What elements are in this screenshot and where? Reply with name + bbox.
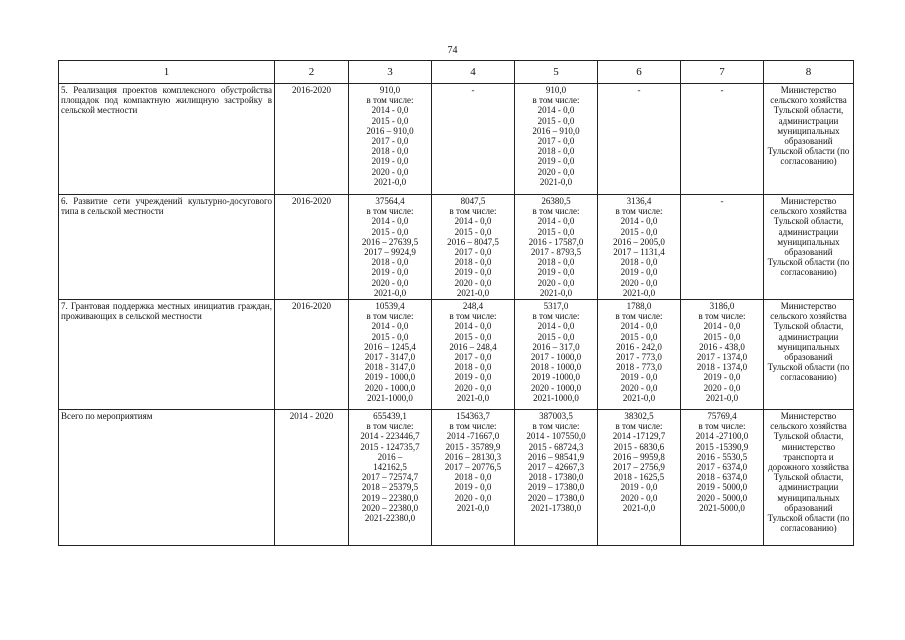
amount-line: 2019 - 0,0	[371, 267, 409, 278]
amount-line: 2015 - 0,0	[620, 226, 658, 237]
amount-line: 2015 -15390,9	[695, 441, 749, 452]
amount-line: 5317,0	[543, 301, 569, 312]
amount-line: 38302,5	[624, 411, 654, 422]
amount-cell-c6	[598, 300, 681, 410]
header-col-7: 7	[681, 61, 764, 84]
amount-line: 655439,1	[373, 411, 407, 422]
amount-line: 2017 – 1131,4	[613, 247, 665, 258]
amount-line: 2016 – 910,0	[366, 125, 414, 136]
amount-line: 2019 - 0,0	[703, 372, 741, 383]
amount-line: 2019 - 5000,0	[696, 482, 748, 493]
amount-line: 2016 – 9959,8	[613, 451, 665, 462]
amount-line: 2017 - 0,0	[454, 247, 492, 258]
amount-line: 2015 - 0,0	[454, 226, 492, 237]
amount-cell-c7	[681, 410, 764, 546]
program-table	[58, 60, 854, 546]
amount-line: 2017 - 3147,0	[364, 352, 416, 363]
executor-text: Министерство сельского хозяйства Тульской области, администрации муниципальных образований Тульской области (по согласованию)	[767, 196, 850, 278]
amount-cell-c4	[432, 84, 515, 195]
page-number: 74	[447, 45, 458, 56]
amount-line: 2020 - 0,0	[454, 277, 492, 288]
amount-line: 2017 - 0,0	[537, 136, 575, 147]
amount-line: 2014 - 0,0	[371, 321, 409, 332]
header-col-5: 5	[515, 61, 598, 84]
header-col-2: 2	[275, 61, 349, 84]
amount-cell-c6	[598, 84, 681, 195]
header-col-4: 4	[432, 61, 515, 84]
amount-line: 2014 - 0,0	[454, 321, 492, 332]
amount-cell-c5	[515, 195, 598, 300]
table-row	[59, 84, 854, 195]
executor-text: Министерство сельского хозяйства Тульской области, министерство транспорта и дорожного хозяйства Тульской области, администрации муниципальных образований Тульской области (по согласованию)	[767, 411, 850, 534]
amount-line: 2017 - 0,0	[454, 352, 492, 363]
amount-line: 1788,0	[626, 301, 652, 312]
amount-line: 2021-0,0	[622, 392, 656, 403]
amount-line: 2016 – 28130,3	[444, 451, 502, 462]
amount-line: 2021-0,0	[622, 502, 656, 513]
amount-line: в том числе:	[532, 206, 580, 217]
amount-line: в том числе:	[449, 206, 497, 217]
amount-line: 2014 -17129,7	[612, 431, 666, 442]
amount-line: 2018 - 1000,0	[530, 362, 582, 373]
amount-cell-c3	[349, 300, 432, 410]
amount-line: 10539,4	[375, 301, 405, 312]
amount-line: 2020 - 0,0	[620, 382, 658, 393]
amount-line: 2021-0,0	[373, 176, 407, 187]
amount-line: 2018 - 0,0	[454, 362, 492, 373]
amount-line: 2016 – 27639,5	[361, 236, 419, 247]
amount-line: 2021-0,0	[622, 287, 656, 298]
amount-line: 2014 - 107550,0	[526, 431, 586, 442]
amount-line: 2014 - 0,0	[703, 321, 741, 332]
amount-line: 2016 – 2005,0	[613, 236, 665, 247]
amount-line: 910,0	[545, 85, 567, 95]
amount-line: 2019 -1000,0	[532, 372, 580, 383]
executor-cell	[764, 84, 854, 195]
amount-cell-c7	[681, 84, 764, 195]
amount-line: 2020 - 0,0	[537, 166, 575, 177]
amount-line: в том числе:	[449, 311, 497, 322]
amount-line: 2014 - 0,0	[537, 105, 575, 116]
amount-line: 2017 - 773,0	[616, 352, 662, 363]
amount-line: 2021-1000,0	[367, 392, 413, 403]
amount-line: -	[637, 85, 641, 95]
amount-line: 2020 - 1000,0	[530, 382, 582, 393]
measure-name: 7. Грантовая поддержка местных инициатив граждан, проживающих в сельской местности	[59, 300, 275, 410]
amount-line: 75769,4	[707, 411, 737, 422]
amount-line: 2020 - 0,0	[371, 277, 409, 288]
amount-line: 2017 - 8793,5	[530, 247, 582, 258]
amount-line: 2019 - 0,0	[454, 372, 492, 383]
executor-text: Министерство сельского хозяйства Тульской области, администрации муниципальных образований Тульской области (по согласованию)	[767, 301, 850, 383]
amount-line: 2017 - 0,0	[371, 136, 409, 147]
amount-line: 26380,5	[541, 196, 571, 206]
amount-line: 2016 - 438,0	[699, 341, 745, 352]
amount-line: в том числе:	[698, 311, 746, 322]
amount-line: в том числе:	[532, 95, 580, 106]
executor-text: Министерство сельского хозяйства Тульской области, администрации муниципальных образований Тульской области (по согласованию)	[767, 85, 850, 167]
amount-line: 2018 - 6374,0	[696, 472, 748, 483]
amount-line: 37564,4	[375, 196, 405, 206]
amount-cell-c7	[681, 300, 764, 410]
amount-line: 2020 – 22380,0	[361, 502, 419, 513]
amount-line: 2017 - 6374,0	[696, 462, 748, 473]
amount-line: 2016 – 317,0	[532, 341, 580, 352]
amount-line: 3186,0	[709, 301, 735, 312]
amount-line: 2020 – 17380,0	[527, 492, 585, 503]
amount-line: 2020 - 0,0	[703, 382, 741, 393]
amount-line: 2016 – 248,4	[449, 341, 497, 352]
amount-line: 2017 - 1374,0	[696, 352, 748, 363]
amount-line: 2020 - 0,0	[371, 166, 409, 177]
amount-line: 142162,5	[373, 462, 407, 473]
amount-line: 2018 - 0,0	[620, 257, 658, 268]
amount-line: 2017 – 72574,7	[361, 472, 419, 483]
amount-line: в том числе:	[532, 311, 580, 322]
amount-line: 2015 - 0,0	[703, 331, 741, 342]
amount-line: 2015 - 0,0	[371, 226, 409, 237]
period-cell: 2016-2020	[275, 84, 349, 195]
amount-line: 2021-1000,0	[533, 392, 579, 403]
amount-line: 2021-22380,0	[364, 513, 416, 524]
amount-line: 2014 - 0,0	[371, 216, 409, 227]
amount-line: 2014 - 0,0	[371, 105, 409, 116]
amount-line: 2017 – 20776,5	[444, 462, 502, 473]
amount-line: 2021-0,0	[456, 287, 490, 298]
measure-name: 5. Реализация проектов комплексного обустройства площадок под компактную жилищную застройку в сельской местности	[59, 84, 275, 195]
header-col-3: 3	[349, 61, 432, 84]
amount-line: 2018 - 0,0	[371, 146, 409, 157]
amount-line: 2019 - 0,0	[620, 482, 658, 493]
amount-line: 3136,4	[626, 196, 652, 206]
amount-line: 2018 – 25379,5	[361, 482, 419, 493]
table-row	[59, 195, 854, 300]
amount-line: 2015 - 0,0	[620, 331, 658, 342]
amount-line: 2015 - 68724,3	[528, 441, 584, 452]
amount-line: 2021-0,0	[456, 502, 490, 513]
amount-line: 2015 - 35789,9	[445, 441, 501, 452]
amount-line: 2018 - 0,0	[454, 472, 492, 483]
amount-line: 2018 - 1625,5	[613, 472, 665, 483]
amount-cell-c4	[432, 410, 515, 546]
amount-line: 2020 - 0,0	[454, 382, 492, 393]
amount-line: 2019 - 0,0	[537, 156, 575, 167]
amount-line: в том числе:	[366, 206, 414, 217]
header-row	[59, 61, 854, 84]
executor-cell	[764, 300, 854, 410]
amount-line: 2018 - 1374,0	[696, 362, 748, 373]
period-cell: 2014 - 2020	[275, 410, 349, 546]
amount-line: 2016 –	[377, 451, 403, 462]
amount-line: 2017 – 9924,9	[364, 247, 416, 258]
amount-cell-c7	[681, 195, 764, 300]
amount-cell-c5	[515, 300, 598, 410]
amount-line: 2015 - 0,0	[537, 226, 575, 237]
amount-line: 2014 - 0,0	[537, 216, 575, 227]
amount-line: 2018 - 3147,0	[364, 362, 416, 373]
amount-line: 2014 - 0,0	[454, 216, 492, 227]
amount-line: 2021-0,0	[539, 176, 573, 187]
amount-line: 2018 - 0,0	[371, 257, 409, 268]
amount-line: 387003,5	[539, 411, 573, 422]
amount-line: в том числе:	[615, 421, 663, 432]
header-col-8: 8	[764, 61, 854, 84]
amount-line: 2019 – 17380,0	[527, 482, 585, 493]
amount-line: в том числе:	[366, 95, 414, 106]
amount-line: 2019 - 0,0	[371, 156, 409, 167]
amount-line: 2021-0,0	[456, 392, 490, 403]
amount-line: в том числе:	[698, 421, 746, 432]
amount-line: 2019 - 0,0	[620, 267, 658, 278]
amount-line: 2018 - 17380,0	[528, 472, 584, 483]
amount-line: 2020 - 0,0	[620, 277, 658, 288]
amount-line: 2016 – 98541,9	[527, 451, 585, 462]
amount-line: в том числе:	[366, 421, 414, 432]
amount-line: 2014 - 0,0	[620, 216, 658, 227]
amount-cell-c4	[432, 300, 515, 410]
amount-cell-c3	[349, 195, 432, 300]
amount-line: 2016 - 242,0	[616, 341, 662, 352]
period-cell: 2016-2020	[275, 300, 349, 410]
amount-line: 8047,5	[460, 196, 486, 206]
amount-cell-c5	[515, 84, 598, 195]
amount-line: 2016 – 8047,5	[447, 236, 499, 247]
amount-line: 2015 - 0,0	[537, 331, 575, 342]
measure-name: 6. Развитие сети учреждений культурно-досугового типа в сельской местности	[59, 195, 275, 300]
amount-line: 2015 - 124735,7	[360, 441, 420, 452]
amount-line: 2015 - 0,0	[454, 331, 492, 342]
measure-name: Всего по мероприятиям	[59, 410, 275, 546]
amount-line: 248,4	[462, 301, 484, 312]
amount-cell-c5	[515, 410, 598, 546]
executor-cell	[764, 195, 854, 300]
amount-line: 2014 - 223446,7	[360, 431, 420, 442]
amount-line: 2015 - 0,0	[371, 331, 409, 342]
header-col-6: 6	[598, 61, 681, 84]
table-row	[59, 410, 854, 546]
period-cell: 2016-2020	[275, 195, 349, 300]
amount-line: 2017 – 2756,9	[613, 462, 665, 473]
amount-line: 2018 - 0,0	[454, 257, 492, 268]
amount-line: в том числе:	[449, 421, 497, 432]
amount-line: -	[471, 85, 475, 95]
amount-cell-c3	[349, 84, 432, 195]
amount-line: 2020 - 1000,0	[364, 382, 416, 393]
executor-cell	[764, 410, 854, 546]
amount-line: 2014 -27100,0	[695, 431, 749, 442]
amount-line: 2016 – 1245,4	[364, 341, 416, 352]
amount-line: 2019 - 0,0	[454, 267, 492, 278]
amount-line: 2020 - 0,0	[620, 492, 658, 503]
amount-line: в том числе:	[532, 421, 580, 432]
amount-line: 2021-17380,0	[530, 502, 582, 513]
amount-line: 2015 - 0,0	[537, 115, 575, 126]
amount-line: 2019 – 22380,0	[361, 492, 419, 503]
amount-line: -	[720, 85, 724, 95]
table-row	[59, 300, 854, 410]
amount-line: 2019 - 1000,0	[364, 372, 416, 383]
amount-line: 2019 - 0,0	[620, 372, 658, 383]
amount-line: 2020 - 5000,0	[696, 492, 748, 503]
amount-line: 2018 - 0,0	[537, 257, 575, 268]
amount-line: 2016 – 910,0	[532, 125, 580, 136]
amount-line: 2017 - 1000,0	[530, 352, 582, 363]
amount-line: 2014 - 0,0	[537, 321, 575, 332]
amount-line: 2019 - 0,0	[537, 267, 575, 278]
amount-line: в том числе:	[615, 206, 663, 217]
amount-line: 2015 - 6830,6	[613, 441, 665, 452]
amount-cell-c6	[598, 410, 681, 546]
amount-line: 2021-0,0	[373, 287, 407, 298]
amount-line: 2021-0,0	[705, 392, 739, 403]
amount-line: 2015 - 0,0	[371, 115, 409, 126]
amount-line: 2019 - 0,0	[454, 482, 492, 493]
amount-cell-c3	[349, 410, 432, 546]
amount-line: 2018 - 773,0	[616, 362, 662, 373]
amount-line: 2016 - 17587,0	[528, 236, 584, 247]
amount-line: 2017 – 42667,3	[527, 462, 585, 473]
amount-line: 2016 - 5530,5	[696, 451, 748, 462]
amount-line: 154363,7	[456, 411, 490, 422]
amount-line: 2021-5000,0	[699, 502, 745, 513]
amount-line: 2020 - 0,0	[454, 492, 492, 503]
amount-line: в том числе:	[366, 311, 414, 322]
amount-line: 2021-0,0	[539, 287, 573, 298]
amount-line: -	[720, 196, 724, 206]
amount-cell-c4	[432, 195, 515, 300]
amount-line: 2014 - 0,0	[620, 321, 658, 332]
amount-line: в том числе:	[615, 311, 663, 322]
header-col-1: 1	[59, 61, 275, 84]
amount-line: 910,0	[379, 85, 401, 95]
amount-line: 2014 -71667,0	[446, 431, 500, 442]
amount-line: 2020 - 0,0	[537, 277, 575, 288]
amount-line: 2018 - 0,0	[537, 146, 575, 157]
amount-cell-c6	[598, 195, 681, 300]
